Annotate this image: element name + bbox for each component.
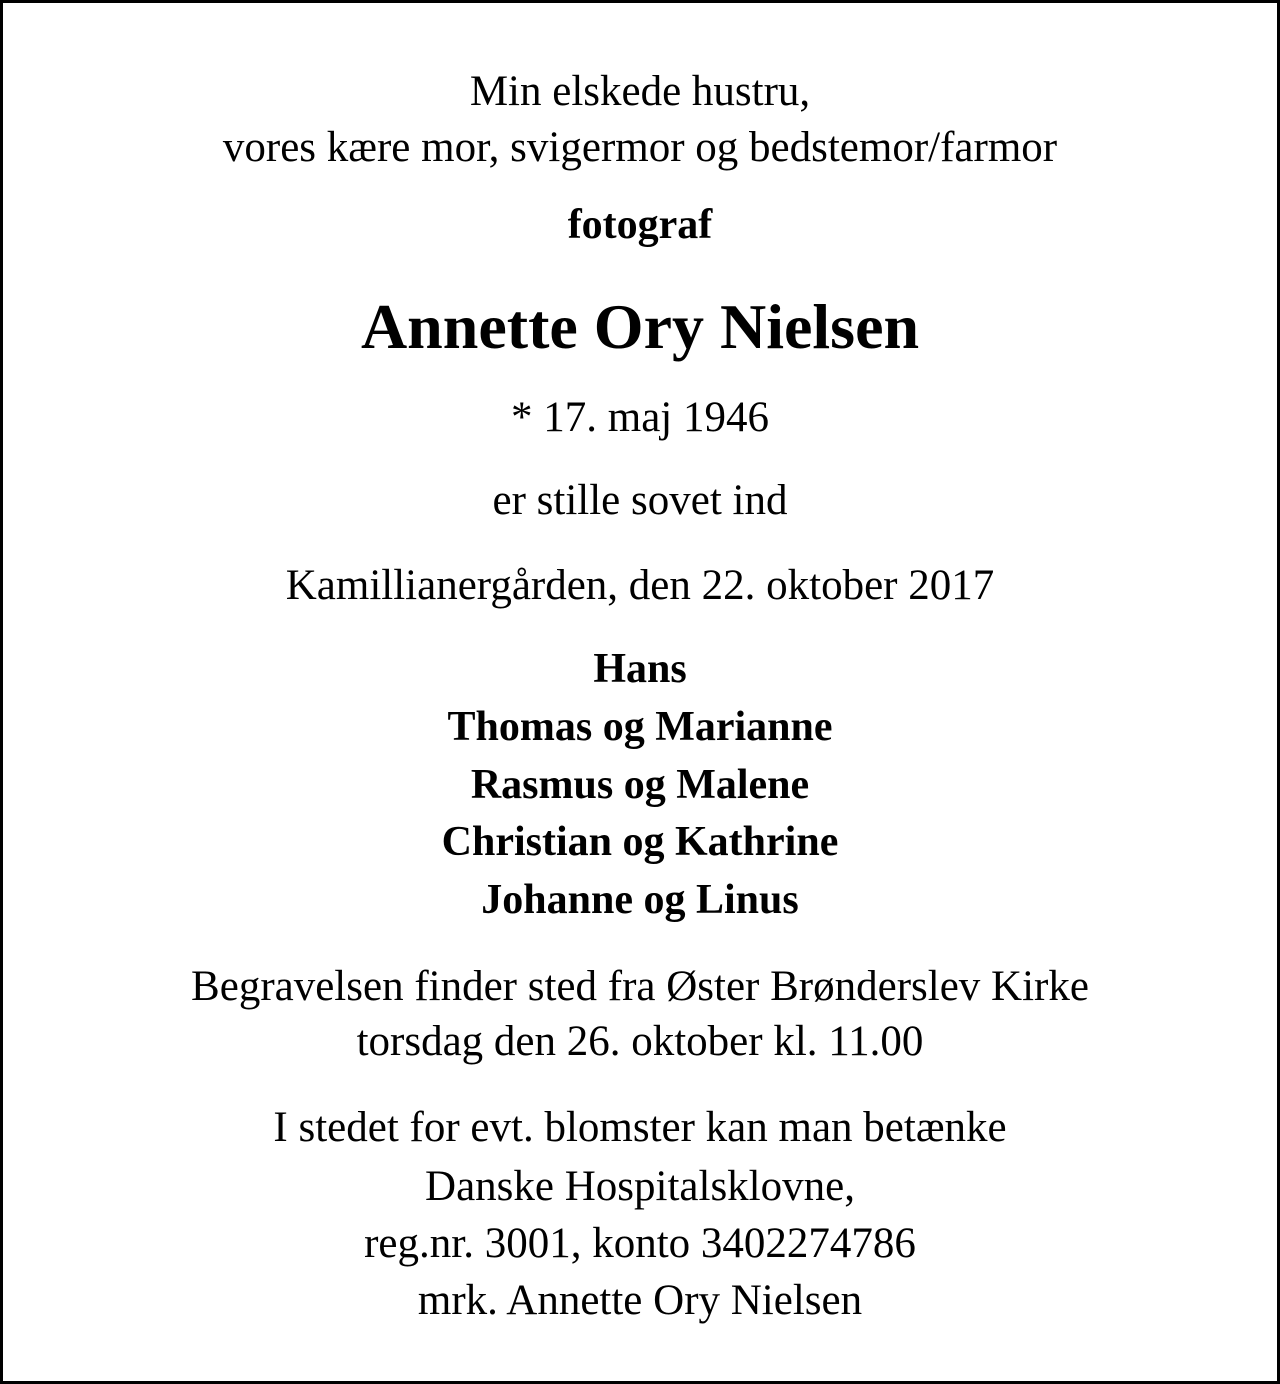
funeral-line-2: torsdag den 26. oktober kl. 11.00 [356, 1018, 924, 1065]
birth-date: * 17. maj 1946 [511, 394, 769, 441]
funeral-line-1: Begravelsen finder sted fra Øster Brønderslev Kirke [191, 963, 1089, 1010]
intro-line-1: Min elskede hustru, [469, 68, 811, 115]
passed-text: er stille sovet ind [492, 477, 788, 524]
family-member: Rasmus og Malene [470, 762, 810, 808]
occupation: fotograf [567, 202, 713, 248]
family-member: Hans [593, 646, 687, 692]
deceased-name: Annette Ory Nielsen [360, 291, 920, 362]
donation-line-1: I stedet for evt. blomster kan man betænke [273, 1104, 1007, 1151]
intro-line-2: vores kære mor, svigermor og bedstemor/farmor [222, 124, 1058, 171]
donation-line-2: Danske Hospitalsklovne, [425, 1163, 855, 1210]
donation-line-3: reg.nr. 3001, konto 3402274786 [364, 1220, 916, 1267]
donation-line-4: mrk. Annette Ory Nielsen [417, 1277, 863, 1324]
place-and-date: Kamillianergården, den 22. oktober 2017 [285, 562, 995, 609]
family-member: Christian og Kathrine [441, 819, 839, 865]
family-member: Johanne og Linus [481, 877, 799, 923]
family-member: Thomas og Marianne [447, 704, 833, 750]
